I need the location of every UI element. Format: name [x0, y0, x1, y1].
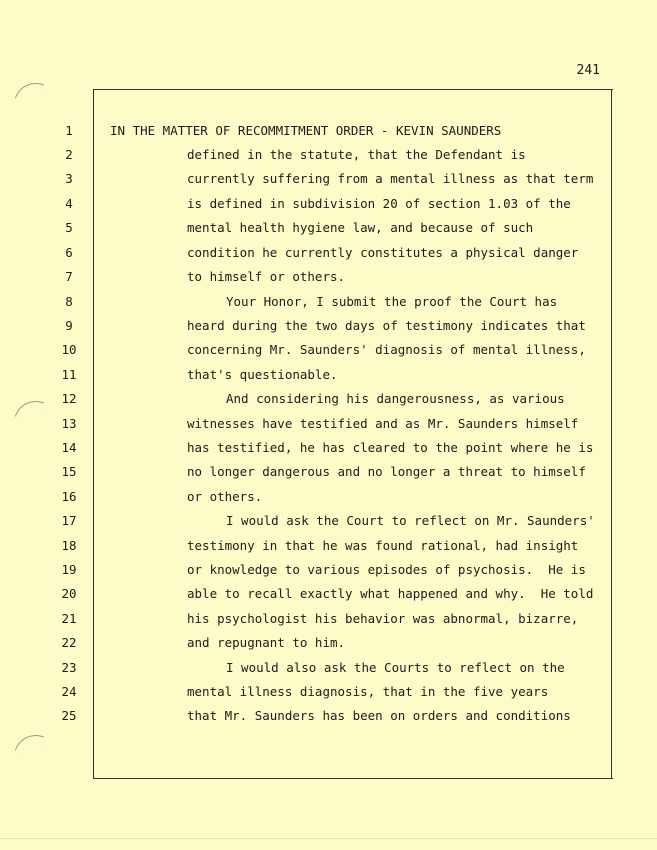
binder-hole-mark: [15, 77, 44, 106]
transcript-line: no longer dangerous and no longer a threat to himself: [187, 464, 586, 479]
line-number: 13: [61, 416, 77, 431]
line-number: 17: [61, 513, 77, 528]
line-number: 8: [65, 294, 73, 309]
line-number: 5: [65, 220, 73, 235]
transcript-line: heard during the two days of testimony indicates that: [187, 318, 586, 333]
transcript-line: mental health hygiene law, and because of such: [187, 220, 534, 235]
frame-bottom-border: [93, 778, 613, 779]
line-number: 10: [61, 342, 77, 357]
line-number: 3: [65, 171, 73, 186]
line-number: 6: [65, 245, 73, 260]
line-number: 21: [61, 611, 77, 626]
line-number: 19: [61, 562, 77, 577]
transcript-line: that Mr. Saunders has been on orders and conditions: [187, 708, 571, 723]
transcript-line: has testified, he has cleared to the point where he is: [187, 440, 594, 455]
transcript-line: I would ask the Court to reflect on Mr. Saunders': [226, 513, 595, 528]
transcript-line: And considering his dangerousness, as various: [226, 391, 565, 406]
transcript-line: Your Honor, I submit the proof the Court has: [226, 294, 558, 309]
line-number: 7: [65, 269, 73, 284]
transcript-line: that's questionable.: [187, 367, 338, 382]
transcript-line: testimony in that he was found rational, had insight: [187, 538, 579, 553]
line-number: 2: [65, 147, 73, 162]
transcript-line: is defined in subdivision 20 of section 1.03 of the: [187, 196, 571, 211]
line-number: 12: [61, 391, 77, 406]
line-number: 18: [61, 538, 77, 553]
line-number: 20: [61, 586, 77, 601]
line-number: 25: [61, 708, 77, 723]
transcript-line: able to recall exactly what happened and why. He told: [187, 586, 594, 601]
line-number: 11: [61, 367, 77, 382]
transcript-line: concerning Mr. Saunders' diagnosis of mental illness,: [187, 342, 586, 357]
line-number: 15: [61, 464, 77, 479]
line-number: 1: [65, 123, 73, 138]
line-number: 4: [65, 196, 73, 211]
case-caption: IN THE MATTER OF RECOMMITMENT ORDER - KEVIN SAUNDERS: [110, 123, 502, 138]
transcript-line: his psychologist his behavior was abnormal, bizarre,: [187, 611, 579, 626]
frame-right-border: [611, 89, 612, 779]
binder-hole-mark: [15, 395, 44, 424]
page-number: 241: [576, 63, 600, 78]
transcript-line: or others.: [187, 489, 263, 504]
binder-hole-mark: [15, 729, 44, 758]
transcript-line: currently suffering from a mental illness as that term: [187, 171, 594, 186]
frame-left-border: [93, 89, 94, 779]
transcript-line: mental illness diagnosis, that in the five years: [187, 684, 549, 699]
line-number: 9: [65, 318, 73, 333]
transcript-line: or knowledge to various episodes of psychosis. He is: [187, 562, 586, 577]
page-edge-rule: [0, 838, 657, 839]
transcript-line: defined in the statute, that the Defendant is: [187, 147, 526, 162]
frame-top-border: [93, 89, 613, 90]
transcript-line: I would also ask the Courts to reflect on the: [226, 660, 565, 675]
line-number: 16: [61, 489, 77, 504]
transcript-line: and repugnant to him.: [187, 635, 346, 650]
line-number: 22: [61, 635, 77, 650]
transcript-line: witnesses have testified and as Mr. Saunders himself: [187, 416, 579, 431]
transcript-line: condition he currently constitutes a physical danger: [187, 245, 579, 260]
line-number: 14: [61, 440, 77, 455]
line-number: 24: [61, 684, 77, 699]
transcript-line: to himself or others.: [187, 269, 346, 284]
line-number: 23: [61, 660, 77, 675]
